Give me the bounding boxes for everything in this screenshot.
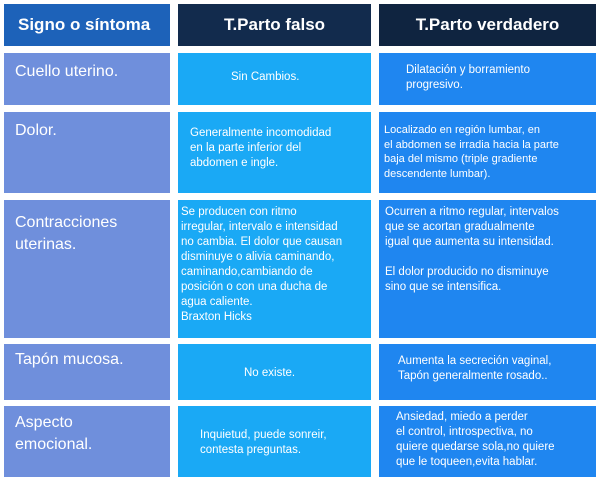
row-label-text: Tapón mucosa. [15,351,124,368]
row-label-tapon [4,344,170,400]
cell-text: agua caliente. [181,296,253,308]
row-label-contracciones [4,200,170,338]
cell-text: Inquietud, puede sonreir, [200,429,327,441]
cell-falso-cuello [178,53,371,105]
header-verdadero [379,4,596,46]
header-signo [4,4,170,46]
header-falso-text: T.Parto falso [223,15,326,34]
cell-text: irregular, intervalo e intensidad [181,221,338,233]
row-label-text: Cuello uterino. [15,63,119,80]
row-label-text: Dolor. [15,122,57,139]
cell-falso-contracciones [178,200,371,338]
cell-verdadero-dolor [379,112,596,193]
cell-verdadero-contracciones [379,200,596,338]
cell-text: Tapón generalmente rosado.. [398,370,548,382]
cell-text: el abdomen se irradia hacia la parte [384,138,559,151]
cell-text: abdomen e ingle. [190,157,279,169]
cell-text: que se acortan gradualmente [385,221,535,233]
row-label-cuello [4,53,170,105]
cell-verdadero-aspecto [379,406,596,477]
row-label-text: uterinas. [15,236,77,253]
cell-verdadero-tapon [379,344,596,400]
cell-text: contesta preguntas. [200,444,302,456]
header-signo-text: Signo o síntoma [18,15,151,34]
row-label-text: emocional. [15,436,93,453]
header-falso [178,4,371,46]
cell-falso-tapon [178,344,371,400]
paragraph-gap [385,250,596,265]
cell-text: Ocurren a ritmo regular, intervalos [385,206,559,218]
cell-text: igual que aumenta su intensidad. [385,236,554,248]
cell-text: Localizado en región lumbar, en [384,124,540,136]
cell-text: en la parte inferior del [190,142,302,154]
cell-text: El dolor producido no disminuye [385,266,549,278]
header-verdadero-text: T.Parto verdadero [415,15,560,34]
cell-text: caminando,cambiando de [181,266,313,278]
cell-verdadero-cuello [379,53,596,105]
cell-text: progresivo. [406,79,463,91]
cell-text: descendente lumbar). [384,167,491,180]
cell-text: quiere quedarse sola,no quiere [396,441,555,453]
cell-text: que le toqueen,evita hablar. [396,456,538,468]
row-label-dolor [4,112,170,193]
cell-text: Generalmente incomodidad [190,127,332,139]
cell-text: Dilatación y borramiento [406,64,531,76]
cell-text: Sin Cambios. [231,71,300,83]
cell-falso-dolor [178,112,371,193]
cell-text: baja del mismo (triple gradiente [384,153,538,165]
cell-text: no cambia. El dolor que causan [181,236,343,248]
cell-text: Aumenta la secreción vaginal, [398,355,552,367]
cell-falso-aspecto [178,406,371,477]
row-label-aspecto [4,406,170,477]
cell-text: Braxton Hicks [181,311,252,323]
cell-text: Ansiedad, miedo a perder [396,411,528,423]
cell-text: Se producen con ritmo [181,206,297,218]
row-label-text: Aspecto [15,414,73,431]
cell-text: No existe. [244,367,296,379]
cell-text: el control, introspectiva, no [396,426,533,438]
row-label-text: Contracciones [15,214,118,231]
cell-text: disminuye o alivia caminando, [181,251,335,263]
cell-text: posición o con una ducha de [181,281,328,293]
cell-text: sino que se intensifica. [385,281,502,293]
